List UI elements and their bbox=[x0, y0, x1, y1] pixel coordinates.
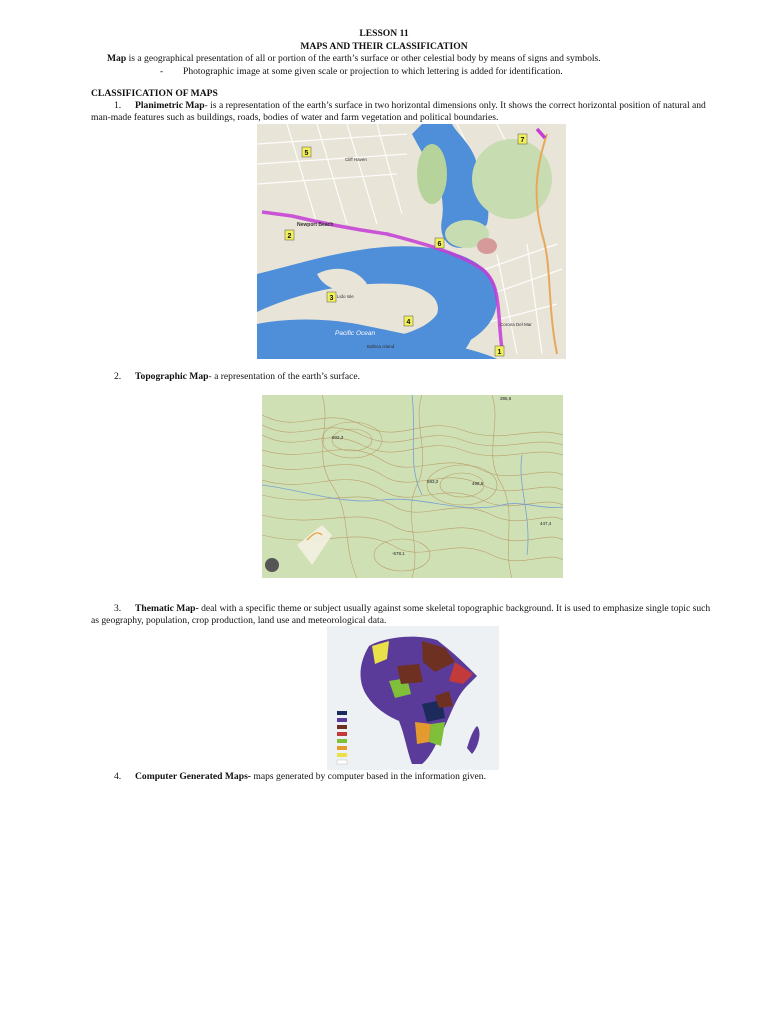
label-balboa: Balboa Island bbox=[367, 344, 395, 349]
elevation-label: 447,4 bbox=[540, 521, 552, 526]
label-corona: Corona Del Mar bbox=[500, 322, 532, 327]
planimetric-map-image bbox=[257, 124, 566, 359]
item-number: 1. bbox=[114, 100, 122, 111]
thematic-map-definition: Thematic Map- deal with a specific theme or subject usually against some skeletal topographic background. It is used to emphasize single topic such bbox=[135, 603, 711, 614]
label-ocean: Pacific Ocean bbox=[335, 330, 376, 337]
item-number: 2. bbox=[114, 371, 122, 382]
topographic-map-image bbox=[262, 395, 563, 578]
topographic-map-definition: Topographic Map- a representation of the earth’s surface. bbox=[135, 371, 361, 382]
section-heading: CLASSIFICATION OF MAPS bbox=[91, 88, 218, 99]
planimetric-map-definition: Planimetric Map- is a representation of the earth’s surface in two horizontal dimensions only. It shows the correct horizontal position of natural and bbox=[135, 100, 706, 111]
elevation-label: 593,2 bbox=[427, 479, 439, 484]
lesson-title: MAPS AND THEIR CLASSIFICATION bbox=[300, 41, 468, 52]
marker-3: 3 bbox=[329, 295, 334, 302]
computer-generated-map-definition: Computer Generated Maps- maps generated by computer based in the information given. bbox=[135, 771, 486, 782]
planimetric-map-definition-cont: man-made features such as buildings, roads, bodies of water and farm vegetation and political boundaries. bbox=[91, 112, 499, 123]
marker-5: 5 bbox=[304, 150, 309, 157]
map-definition: Map is a geographical presentation of all or portion of the earth’s surface or other celestial body by means of signs and symbols. bbox=[107, 53, 601, 64]
elevation-label: 602,3 bbox=[332, 435, 344, 440]
thematic-map-definition-cont: as geography, population, crop production, land use and meteorological data. bbox=[91, 615, 387, 626]
label-cliff: Cliff Haven bbox=[345, 157, 367, 162]
label-newport: Newport Beach bbox=[297, 222, 334, 228]
thematic-map-image bbox=[327, 626, 499, 770]
marker-1: 1 bbox=[497, 349, 502, 356]
elevation-label: 395,6 bbox=[500, 396, 512, 401]
marker-6: 6 bbox=[437, 241, 442, 248]
label-lido: Lido Isle bbox=[337, 294, 354, 299]
item-number: 3. bbox=[114, 603, 122, 614]
elevation-label: -578,1 bbox=[392, 551, 405, 556]
marker-2: 2 bbox=[287, 233, 292, 240]
lesson-number: LESSON 11 bbox=[359, 28, 409, 39]
marker-4: 4 bbox=[406, 319, 411, 326]
item-number: 4. bbox=[114, 771, 122, 782]
elevation-label: 498,6 bbox=[472, 481, 484, 486]
definition-bullet-dash: - bbox=[160, 66, 164, 77]
definition-bullet-text: Photographic image at some given scale or projection to which lettering is added for identification. bbox=[183, 66, 563, 77]
marker-7: 7 bbox=[520, 137, 525, 144]
